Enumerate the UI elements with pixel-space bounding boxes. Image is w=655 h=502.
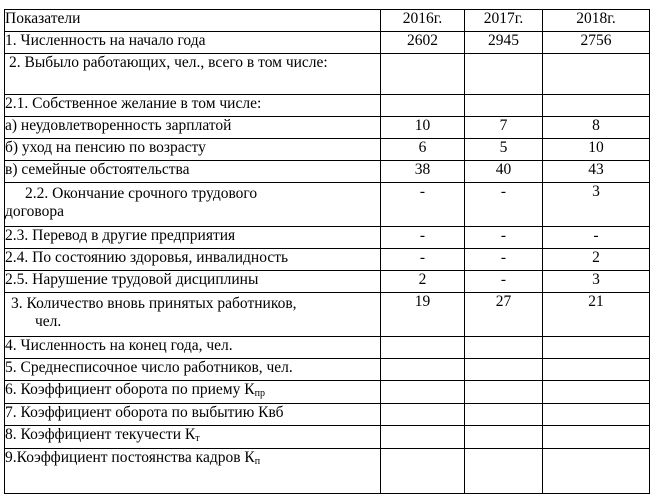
cell-2016 <box>381 381 465 404</box>
cell-2017: - <box>465 271 543 293</box>
table-header-row <box>5 10 650 32</box>
row-label <box>5 426 381 449</box>
row-label: 5. Среднесписочное число работников, чел. <box>5 359 381 381</box>
cell-2016: 2602 <box>381 32 465 54</box>
cell-2016: 10 <box>381 117 465 139</box>
cell-2017 <box>465 359 543 381</box>
table-row <box>5 381 650 404</box>
cell-2018: 21 <box>543 293 650 337</box>
table-row <box>5 249 650 271</box>
table-row <box>5 359 650 381</box>
cell-2017 <box>465 54 543 95</box>
indicators-table <box>4 9 650 494</box>
cell-2017 <box>465 449 543 494</box>
table-row <box>5 404 650 426</box>
row-label <box>5 449 381 494</box>
row-label: 4. Численность на конец года, чел. <box>5 337 381 359</box>
cell-2017 <box>465 404 543 426</box>
cell-2018: 3 <box>543 271 650 293</box>
cell-2016: 38 <box>381 161 465 183</box>
row-label <box>5 293 381 337</box>
row-label <box>5 54 381 95</box>
cell-2018 <box>543 404 650 426</box>
row-label-text: 8. Коэффициент текучести К <box>5 426 196 443</box>
cell-2017: 40 <box>465 161 543 183</box>
table-row <box>5 183 650 227</box>
cell-2018: 2756 <box>543 32 650 54</box>
row-label <box>5 381 381 404</box>
cell-2016: - <box>381 249 465 271</box>
row-label-text: 6. Коэффициент оборота по приему К <box>5 381 255 398</box>
cell-2016 <box>381 449 465 494</box>
cell-2018 <box>543 54 650 95</box>
cell-2017: 27 <box>465 293 543 337</box>
table-row <box>5 293 650 337</box>
header-year-2017: 2017г. <box>465 10 543 32</box>
row-label-subscript: п <box>254 456 261 467</box>
cell-2017 <box>465 381 543 404</box>
cell-2016: 2 <box>381 271 465 293</box>
row-label: в) семейные обстоятельства <box>5 161 381 183</box>
cell-2016: - <box>381 183 465 227</box>
row-label-subscript: т <box>195 433 200 444</box>
cell-2017 <box>465 95 543 117</box>
row-label: 2.5. Нарушение трудовой дисциплины <box>5 271 381 293</box>
cell-2018: 2 <box>543 249 650 271</box>
cell-2017: - <box>465 227 543 249</box>
cell-2018: 43 <box>543 161 650 183</box>
cell-2018 <box>543 95 650 117</box>
cell-2016 <box>381 54 465 95</box>
cell-2016 <box>381 359 465 381</box>
cell-2018 <box>543 381 650 404</box>
cell-2018 <box>543 337 650 359</box>
cell-2018: - <box>543 227 650 249</box>
cell-2017: 2945 <box>465 32 543 54</box>
row-label: 1. Численность на начало года <box>5 32 381 54</box>
header-indicators: Показатели <box>5 10 381 32</box>
cell-2017: 7 <box>465 117 543 139</box>
row-label: б) уход на пенсию по возрасту <box>5 139 381 161</box>
cell-2016: 19 <box>381 293 465 337</box>
cell-2017: - <box>465 183 543 227</box>
cell-2016: - <box>381 227 465 249</box>
table-row <box>5 449 650 494</box>
table-row <box>5 117 650 139</box>
cell-2016 <box>381 337 465 359</box>
table-row <box>5 95 650 117</box>
row-label <box>5 183 381 227</box>
header-year-2018: 2018г. <box>543 10 650 32</box>
cell-2016 <box>381 95 465 117</box>
row-label-line: 3. Количество вновь принятых работников, <box>11 295 297 312</box>
cell-2018 <box>543 449 650 494</box>
cell-2018 <box>543 359 650 381</box>
row-label: 2.4. По состоянию здоровья, инвалидность <box>5 249 381 271</box>
table-row <box>5 139 650 161</box>
table-row <box>5 32 650 54</box>
cell-2017: - <box>465 249 543 271</box>
cell-2018: 3 <box>543 183 650 227</box>
row-label-line: 2.2. Окончание срочного трудового <box>25 185 258 202</box>
row-label: 2.1. Собственное желание в том числе: <box>5 95 381 117</box>
table-row <box>5 426 650 449</box>
table-row <box>5 227 650 249</box>
row-label: а) неудовлетворенность зарплатой <box>5 117 381 139</box>
table-row <box>5 337 650 359</box>
row-label-line: договора <box>5 203 64 220</box>
table-row <box>5 161 650 183</box>
header-year-2016: 2016г. <box>381 10 465 32</box>
row-label-line: 2. Выбыло работающих, чел., всего в том числе: <box>9 54 328 71</box>
cell-2018: 10 <box>543 139 650 161</box>
cell-2016 <box>381 426 465 449</box>
cell-2017 <box>465 426 543 449</box>
cell-2016: 6 <box>381 139 465 161</box>
cell-2017 <box>465 337 543 359</box>
cell-2016 <box>381 404 465 426</box>
row-label: 2.3. Перевод в другие предприятия <box>5 227 381 249</box>
row-label: 7. Коэффициент оборота по выбытию Квб <box>5 404 381 426</box>
cell-2017: 5 <box>465 139 543 161</box>
table-row <box>5 54 650 95</box>
table-row <box>5 271 650 293</box>
cell-2018: 8 <box>543 117 650 139</box>
row-label-line: чел. <box>35 313 62 330</box>
cell-2018 <box>543 426 650 449</box>
row-label-subscript: пр <box>254 388 265 399</box>
row-label-text: 9.Коэффициент постоянства кадров К <box>5 449 255 466</box>
